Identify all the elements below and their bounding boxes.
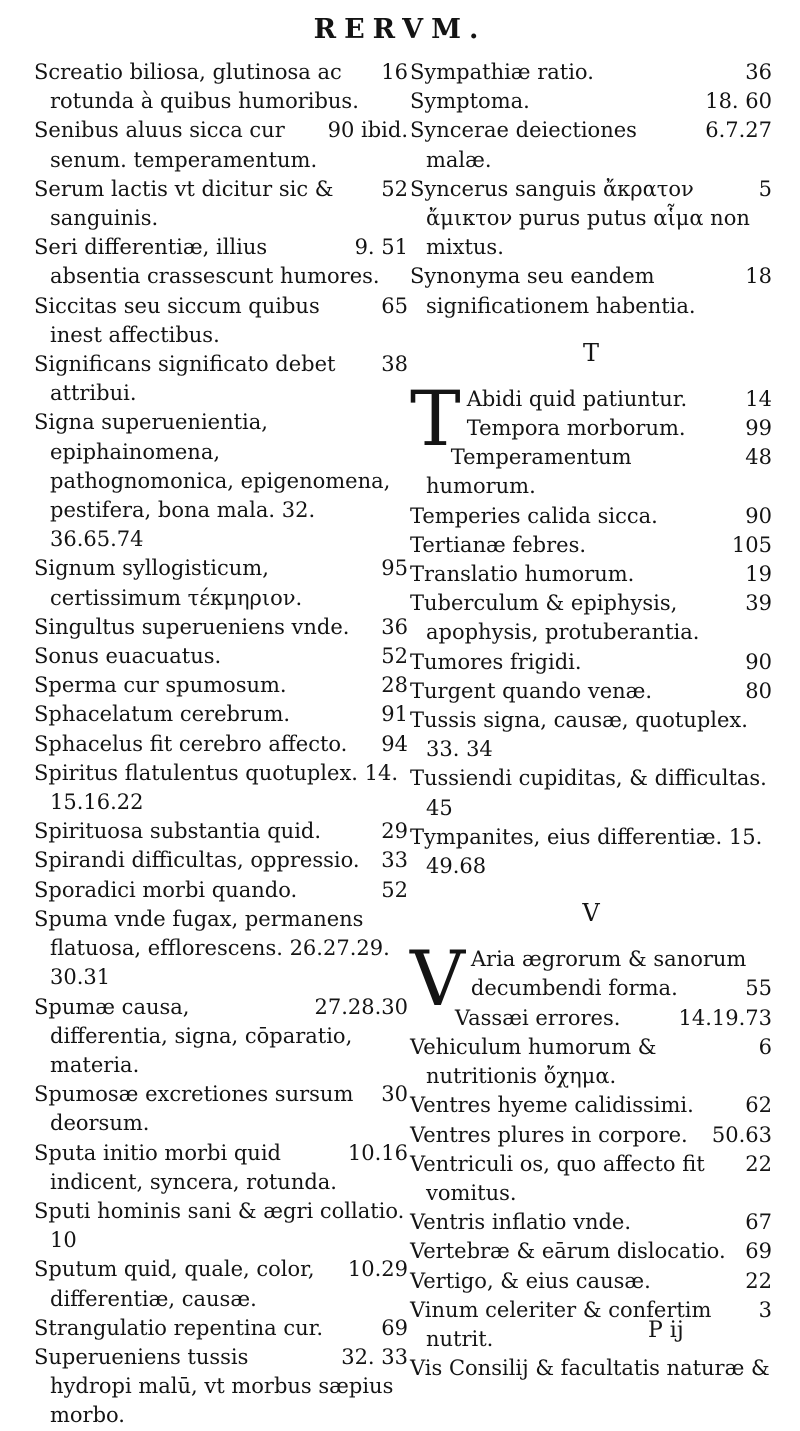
entry-text: Ventres hyeme calidissimi. [410, 1093, 694, 1118]
index-entry [410, 1150, 772, 1208]
entry-pages: 33 [381, 848, 408, 873]
index-entry [410, 589, 772, 647]
index-entry [410, 116, 772, 174]
entry-pages: 3 [758, 1297, 772, 1322]
index-entry [410, 1004, 772, 1033]
entry-text: Vertebræ & eārum dislocatio. [410, 1239, 726, 1264]
entry-text: Sputa initio morbi quid indicent, syncera, rotunda. [34, 1140, 337, 1194]
entry-text: Signa superuenientia, epiphainomena, pathognomonica, epigenomena, pestifera, bona mala. 32. 36.65.74 [34, 410, 391, 552]
entry-text: Ventris inflatio vnde. [410, 1210, 632, 1235]
entry-pages: 99 [745, 416, 772, 441]
drop-cap-t: T [410, 373, 461, 463]
entry-pages: 18. 60 [705, 89, 772, 114]
index-entry [410, 262, 772, 320]
entry-text: Sympathiæ ratio. [410, 60, 594, 84]
entry-text: Sputi hominis sani & ægri collatio. 10 [34, 1198, 405, 1253]
entry-text: Siccitas seu siccum quibus inest affectibus. [34, 293, 320, 347]
entry-text: Senibus aluus sicca cur senum. temperamentum. [34, 118, 318, 172]
index-entry [410, 1033, 772, 1091]
entry-text: Syncerus sanguis ἄκρατον ἄμικτον purus putus αἷμα non mixtus. [410, 176, 750, 260]
index-entry [410, 1237, 772, 1266]
entry-pages: 69 [381, 1315, 408, 1340]
index-entry [410, 706, 772, 764]
entry-pages: 29 [381, 819, 408, 844]
entry-text: Strangulatio repentina cur. [34, 1315, 324, 1340]
right-column [410, 58, 772, 1383]
entry-pages: 16 [381, 60, 408, 84]
index-entry [410, 1267, 772, 1296]
entry-pages: 62 [745, 1093, 772, 1118]
index-entry [34, 993, 408, 1081]
entry-pages: 55 [745, 976, 772, 1001]
entry-text: Tuberculum & epiphysis, apophysis, protuberantia. [410, 591, 700, 645]
entry-pages: 90 ibid. [327, 118, 408, 143]
entry-text: Syncerae deiectiones malæ. [410, 118, 637, 172]
entry-text: Vis Consilij & facultatis naturæ & [410, 1356, 770, 1381]
entry-text: Sputum quid, quale, color, differentiæ, causæ. [34, 1257, 315, 1311]
index-entry [34, 671, 408, 700]
entry-text: Sporadici morbi quando. [34, 877, 298, 902]
entry-pages: 14 [745, 386, 772, 411]
index-entry [410, 1121, 772, 1150]
entry-pages: 52 [381, 877, 408, 902]
entry-pages: 48 [745, 445, 772, 470]
entry-pages: 9. 51 [354, 235, 408, 260]
entry-text: Vinum celeriter & confertim nutrit. [410, 1297, 712, 1351]
entry-text: Spuma vnde fugax, permanens flatuosa, efflorescens. 26.27.29. 30.31 [34, 906, 390, 990]
entry-text: Synonyma seu eandem significationem habentia. [410, 264, 696, 318]
entry-pages: 18 [745, 264, 772, 289]
index-entry [34, 1080, 408, 1138]
section-letter-t: T [582, 338, 599, 367]
signature-mark: P ij [648, 1318, 684, 1343]
index-entry [410, 648, 772, 677]
entry-text: Screatio biliosa, glutinosa ac rotunda à quibus humoribus. [34, 60, 359, 114]
index-entry [34, 554, 408, 612]
entry-text: Abidi quid patiuntur. [466, 386, 688, 411]
entry-pages: 67 [745, 1210, 772, 1235]
entry-text: Translatio humorum. [410, 562, 635, 587]
index-entry [410, 1091, 772, 1120]
running-header: RERVM. [313, 14, 487, 45]
index-entry [410, 87, 772, 116]
entry-text: Significans significato debet attribui. [34, 352, 336, 406]
index-entry [34, 1314, 408, 1343]
index-entry [410, 1354, 772, 1383]
section-letter-v: V [582, 899, 600, 928]
index-entry [34, 730, 408, 759]
entry-text: decumbendi forma. [470, 976, 678, 1001]
entry-pages: 94 [381, 731, 408, 756]
index-entry [410, 1208, 772, 1237]
index-entry [410, 175, 772, 263]
index-entry [410, 764, 772, 822]
entry-pages: 52 [381, 176, 408, 201]
entry-pages: 5 [758, 176, 772, 201]
index-entry [34, 1197, 408, 1255]
index-entry [410, 823, 772, 881]
left-column [34, 58, 408, 1431]
index-entry [410, 1296, 772, 1354]
entry-text: Spiritus flatulentus quotuplex. 14. 15.16.22 [34, 760, 399, 815]
entry-pages: 90 [745, 649, 772, 674]
entry-text: Tussis signa, causæ, quotuplex. 33. 34 [410, 708, 748, 762]
index-entry [34, 350, 408, 408]
entry-pages: 19 [745, 562, 772, 587]
entry-pages: 27.28.30 [314, 994, 408, 1019]
entry-text: Temperamentum humorum. [426, 445, 632, 499]
entry-text: Turgent quando venæ. [410, 678, 653, 703]
entry-text: Ventriculi os, quo affecto fit vomitus. [410, 1151, 705, 1205]
index-entry [410, 531, 772, 560]
entry-text: Spirandi difficultas, oppressio. [34, 848, 360, 873]
entry-pages: 95 [381, 556, 408, 581]
entry-pages: 38 [381, 352, 408, 377]
entry-pages: 32. 33 [341, 1344, 408, 1369]
entry-text: Ventres plures in corpore. [410, 1122, 688, 1147]
entry-text: Superueniens tussis hydropi malū, vt morbus sæpius morbo. [34, 1344, 394, 1428]
entry-text: Tempora morborum. [466, 416, 686, 441]
entry-text: Singultus superueniens vnde. [34, 614, 350, 639]
index-entry [410, 677, 772, 706]
entry-pages: 36 [745, 60, 772, 84]
entry-text: Seri differentiæ, illius absentia crassescunt humores. [34, 235, 380, 289]
index-entry [34, 1139, 408, 1197]
index-entry [34, 759, 408, 817]
entry-pages: 91 [381, 702, 408, 727]
index-entry [34, 613, 408, 642]
index-entry [410, 560, 772, 589]
index-entry [34, 876, 408, 905]
entry-text: Aria ægrorum & sanorum [470, 947, 747, 972]
entry-pages: 22 [745, 1151, 772, 1176]
index-entry [34, 846, 408, 875]
entry-text: Spumæ causa, differentia, signa, cōparatio, materia. [34, 994, 353, 1077]
index-entry [410, 502, 772, 531]
index-entry [34, 116, 408, 174]
index-entry [410, 58, 772, 87]
entry-pages: 105 [731, 532, 772, 557]
index-entry [34, 1255, 408, 1313]
entry-text: Sphacelatum cerebrum. [34, 702, 291, 727]
drop-cap-v: V [410, 934, 465, 1024]
entry-text: Tussiendi cupiditas, & difficultas. 45 [410, 766, 767, 820]
index-entry [34, 1343, 408, 1431]
entry-text: Temperies calida sicca. [410, 503, 658, 528]
entry-pages: 30 [381, 1082, 408, 1107]
entry-text: Sonus euacuatus. [34, 644, 222, 669]
index-entry [410, 443, 772, 501]
entry-pages: 28 [381, 673, 408, 698]
entry-pages: 69 [745, 1239, 772, 1264]
entry-text: Signum syllogisticum, certissimum τέκμηριον. [34, 556, 303, 610]
entry-pages: 6.7.27 [705, 118, 772, 143]
entry-text: Vehiculum humorum & nutritionis ὄχημα. [410, 1034, 657, 1089]
index-entry [34, 905, 408, 993]
index-entry [34, 292, 408, 350]
entry-pages: 6 [758, 1034, 772, 1059]
entry-pages: 50.63 [711, 1122, 772, 1147]
entry-pages: 52 [381, 644, 408, 669]
entry-pages: 14.19.73 [678, 1005, 772, 1030]
entry-text: Serum lactis vt dicitur sic & sanguinis. [34, 176, 334, 231]
entry-text: Tumores frigidi. [410, 649, 582, 674]
entry-text: Tympanites, eius differentiæ. 15. 49.68 [410, 824, 763, 879]
entry-text: Spirituosa substantia quid. [34, 819, 322, 844]
entry-text: Tertianæ febres. [410, 532, 587, 557]
entry-pages: 65 [381, 293, 408, 318]
entry-pages: 80 [745, 678, 772, 703]
entry-pages: 10.29 [347, 1257, 408, 1282]
entry-text: Symptoma. [410, 89, 530, 114]
entry-text: Vassæi errores. [454, 1005, 621, 1030]
entry-pages: 10.16 [347, 1140, 408, 1165]
entry-pages: 90 [745, 503, 772, 528]
index-entry [34, 817, 408, 846]
entry-pages: 36 [381, 614, 408, 639]
index-entry [34, 642, 408, 671]
entry-text: Sphacelus fit cerebro affecto. [34, 731, 348, 756]
entry-text: Vertigo, & eius causæ. [410, 1268, 651, 1293]
entry-pages: 22 [745, 1268, 772, 1293]
entry-text: Spumosæ excretiones sursum deorsum. [34, 1082, 354, 1136]
entry-text: Sperma cur spumosum. [34, 673, 287, 698]
index-entry [34, 58, 408, 116]
entry-pages: 39 [745, 591, 772, 616]
index-entry [34, 700, 408, 729]
index-entry [34, 408, 408, 554]
index-entry [34, 175, 408, 233]
index-entry [34, 233, 408, 291]
